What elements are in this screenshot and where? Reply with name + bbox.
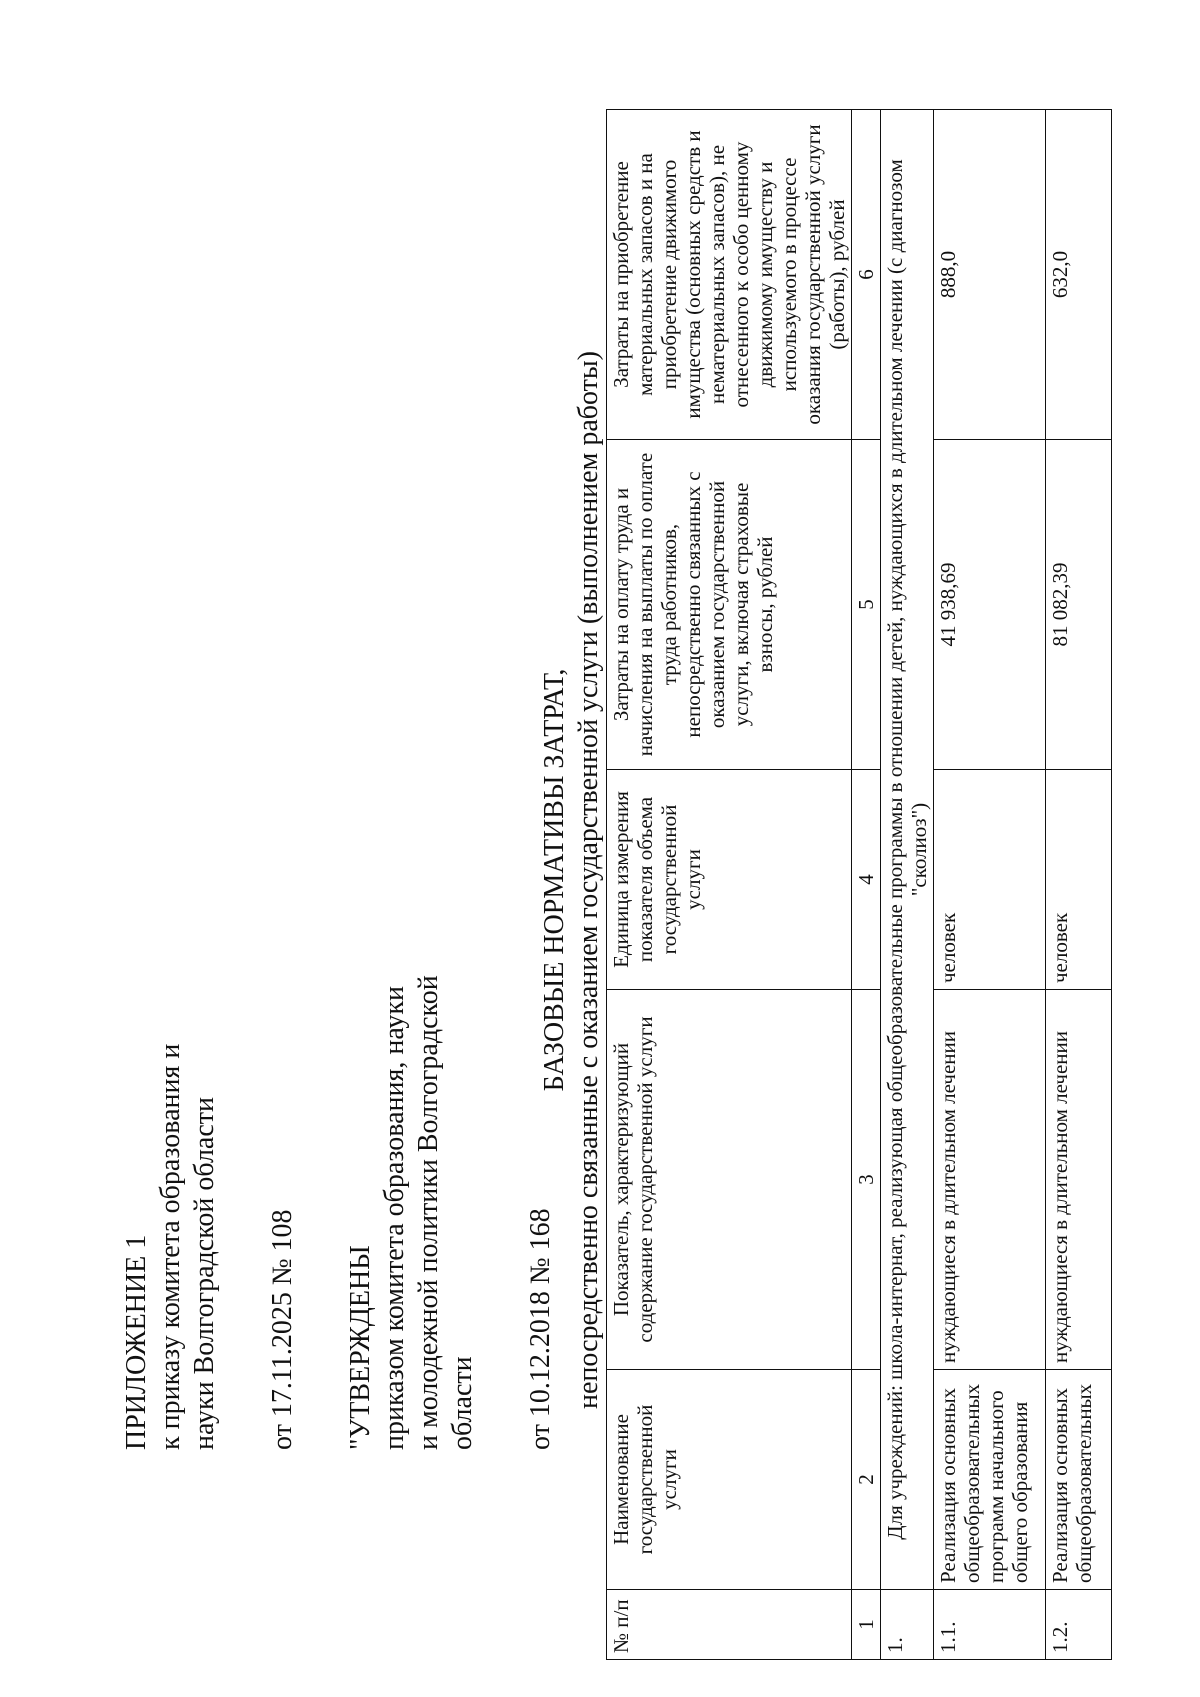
header-indicator: Показатель, характеризующий содержание государственной услуги bbox=[607, 990, 852, 1370]
table-header-row bbox=[607, 110, 852, 1660]
header-labor-costs: Затраты на оплату труда и начисления на выплаты по оплате труда работников, непосредственно связанных с оказанием государственной услуги, включая страховые взносы, рублей bbox=[607, 440, 852, 770]
document-title bbox=[538, 100, 606, 1660]
title-line-1: БАЗОВЫЕ НОРМАТИВЫ ЗАТРАТ, bbox=[539, 668, 570, 1092]
appendix-authority-line: науки Волгоградской области bbox=[189, 1097, 220, 1450]
base-costs-table bbox=[606, 109, 1112, 1660]
approved-line-2: и молодежной политики Волгоградской bbox=[413, 975, 444, 1450]
rotated-document-page bbox=[120, 100, 1150, 1660]
row-service-name: Реализация основных общеобразовательных bbox=[1046, 1370, 1112, 1590]
row-indicator: нуждающиеся в длительном лечении bbox=[1046, 990, 1112, 1370]
approved-date: от 10.12.2018 № 168 bbox=[525, 1208, 556, 1450]
row-number: 1.1. bbox=[934, 1590, 1046, 1660]
column-number: 1 bbox=[852, 1590, 881, 1660]
row-unit: человек bbox=[934, 770, 1046, 990]
appendix-order-line: к приказу комитета образования и bbox=[155, 1043, 186, 1450]
row-number: 1.2. bbox=[1046, 1590, 1112, 1660]
table-row bbox=[1046, 110, 1112, 1660]
row-indicator: нуждающиеся в длительном лечении bbox=[934, 990, 1046, 1370]
row-material-costs: 888,0 bbox=[934, 110, 1046, 440]
section-row bbox=[881, 110, 934, 1660]
section-number: 1. bbox=[881, 1590, 934, 1660]
approved-line-3: области bbox=[447, 1356, 478, 1450]
row-labor-costs: 81 082,39 bbox=[1046, 440, 1112, 770]
column-number: 3 bbox=[852, 990, 881, 1370]
approved-line-1: приказом комитета образования, науки bbox=[379, 986, 410, 1450]
row-unit: человек bbox=[1046, 770, 1112, 990]
order-date: от 17.11.2025 № 108 bbox=[267, 1209, 298, 1450]
header-material-costs: Затраты на приобретение материальных запасов и на приобретение движимого имущества (основных средств и нематериальных запасов), не отнесенного к особо ценному движимому имуществу и используемого в процессе оказания государственной услуги (работы), рублей bbox=[607, 110, 852, 440]
column-number: 6 bbox=[852, 110, 881, 440]
appendix-heading: ПРИЛОЖЕНИЕ 1 bbox=[121, 1234, 152, 1450]
header-number: № п/п bbox=[607, 1590, 852, 1660]
approval-block bbox=[120, 975, 558, 1450]
title-line-2: непосредственно связанные с оказанием государственной услуги (выполнением работы) bbox=[573, 351, 604, 1410]
row-labor-costs: 41 938,69 bbox=[934, 440, 1046, 770]
table-row bbox=[934, 110, 1046, 1660]
column-number: 2 bbox=[852, 1370, 881, 1590]
row-service-name: Реализация основных общеобразовательных программ начального общего образования bbox=[934, 1370, 1046, 1590]
column-number-row bbox=[852, 110, 881, 1660]
section-description: Для учреждений: школа-интернат, реализующая общеобразовательные программы в отношении детей, нуждающихся в длительном лечении (с диагнозом "сколиоз") bbox=[881, 110, 934, 1590]
row-material-costs: 632,0 bbox=[1046, 110, 1112, 440]
column-number: 4 bbox=[852, 770, 881, 990]
header-service-name: Наименование государственной услуги bbox=[607, 1370, 852, 1590]
column-number: 5 bbox=[852, 440, 881, 770]
approved-heading: "УТВЕРЖДЕНЫ bbox=[345, 1245, 376, 1450]
header-unit: Единица измерения показателя объема государственной услуги bbox=[607, 770, 852, 990]
